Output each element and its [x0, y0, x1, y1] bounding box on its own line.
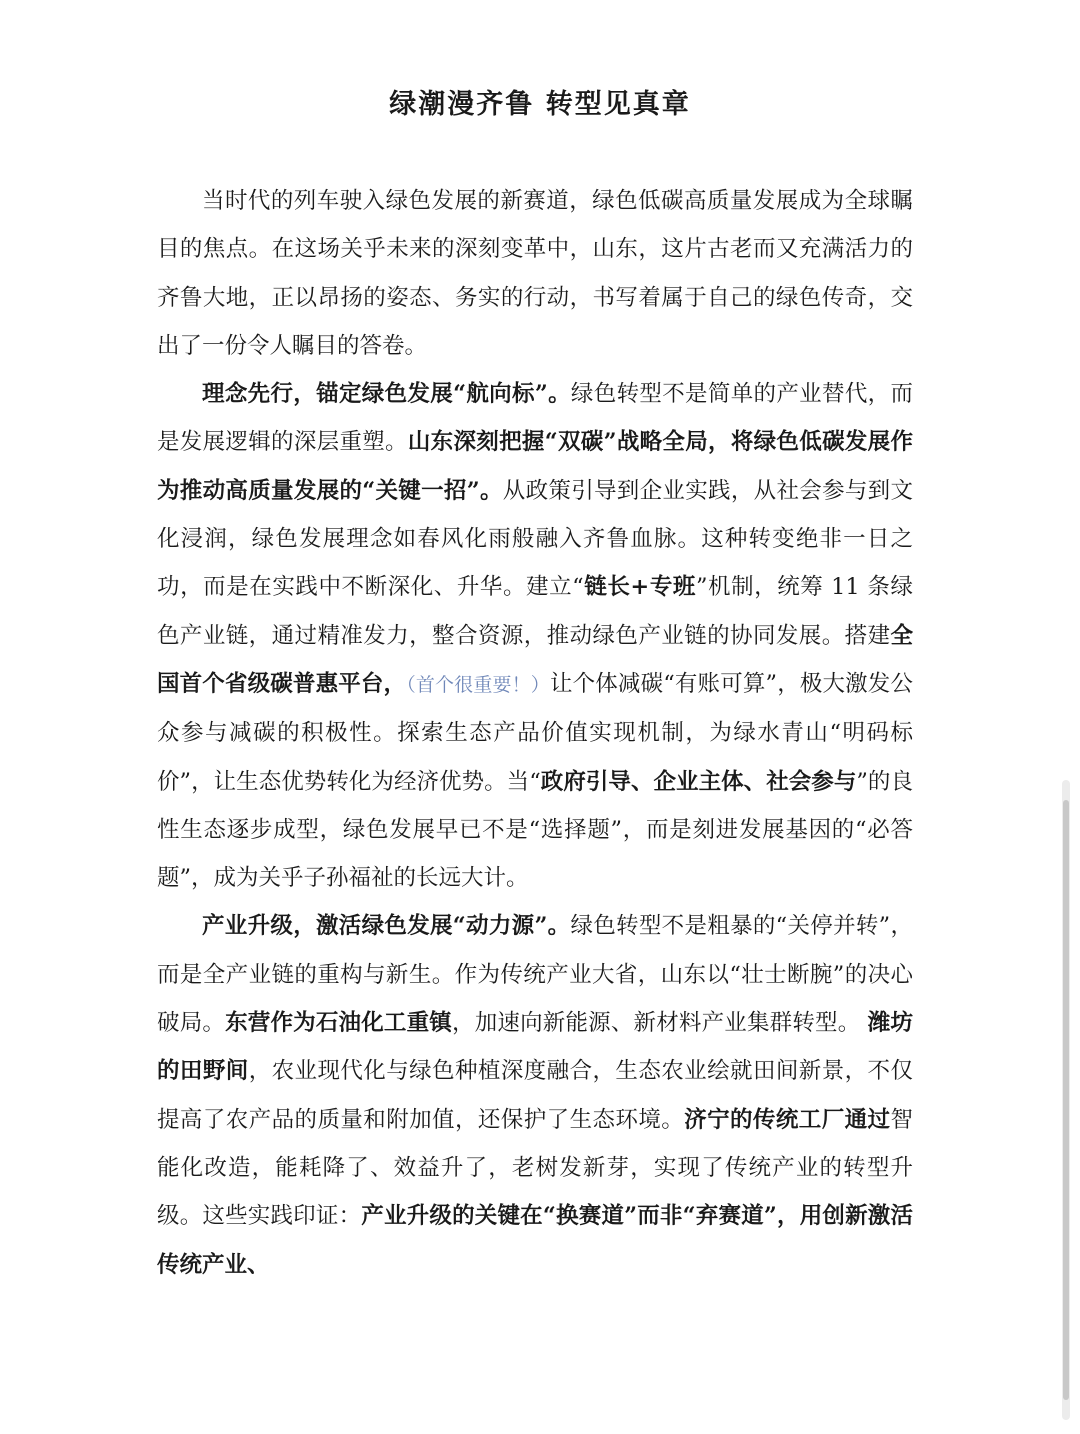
document-title: 绿潮漫齐鲁 转型见真章: [389, 89, 691, 120]
paragraph-concept: [157, 370, 913, 902]
bold-run: 政府引导、企业主体、社会参与: [540, 768, 857, 795]
annotation-note: （首个很重要！）: [406, 673, 550, 696]
scrollbar-thumb[interactable]: [1063, 800, 1069, 1400]
text-run: 智能化改造，能耗降了、效益升了，老树发新芽，实现了传统产业的转型升级。这些实践印证：: [157, 1106, 913, 1230]
text-run: 绿色转型不是粗暴的“关停并转”，而是全产业链的重构与新生。作为传统产业大省，山东以“壮士断腕”的决心破局。: [157, 913, 913, 1037]
bold-run: 产业升级的关键在“换赛道”而非“弃赛道”，用创新激活传统产业、: [157, 1203, 913, 1278]
bold-run: 链长+专班: [583, 574, 696, 601]
text-run: ”的良性生态逐步成型，绿色发展早已不是“选择题”，而是刻进发展基因的“必答题”，成为关乎子孙福祉的长远大计。: [157, 768, 913, 892]
text-run: 当时代的列车驶入绿色发展的新赛道，绿色低碳高质量发展成为全球瞩目的焦点。在这场关乎未来的深刻变革中，山东，这片古老而又充满活力的齐鲁大地，正以昂扬的姿态、务实的行动，书写着属于自己的绿色传奇，交出了一份令人瞩目的答卷。: [157, 188, 913, 359]
text-run: 绿色转型不是简单的产业替代，而是发展逻辑的深层重塑。: [157, 381, 913, 456]
text-run: ，加速向新能源、新材料产业集群转型。: [452, 1010, 868, 1037]
text-run: ，农业现代化与绿色种植深度融合，生态农业绘就田间新景，不仅提高了农产品的质量和附加值，还保护了生态环境。: [157, 1058, 913, 1133]
bold-run: 山东深刻把握“双碳”战略全局，将绿色低碳发展作为推动高质量发展的“关键一招”。: [157, 429, 913, 504]
bold-run: 全国首个省级碳普惠平台，: [157, 622, 913, 697]
bold-run: 济宁的传统工厂通过: [684, 1106, 891, 1133]
bold-heading-run: 理念先行，锚定绿色发展“航向标”。: [202, 381, 571, 408]
paragraph-industry: [157, 902, 913, 1288]
document-body: [157, 177, 913, 1289]
bold-run: 潍坊的田野间: [157, 1010, 913, 1085]
text-run: ”机制，统筹 11 条绿色产业链，通过精准发力，整合资源，推动绿色产业链的协同发展。搭建: [157, 574, 913, 649]
bold-run: 东营作为石油化工重镇: [225, 1010, 452, 1037]
bold-heading-run: 产业升级，激活绿色发展“动力源”。: [202, 913, 571, 940]
text-run: 让个体减碳“有账可算”，极大激发公众参与减碳的积极性。探索生态产品价值实现机制，为绿水青山“明码标价”，让生态优势转化为经济优势。当“: [157, 670, 913, 795]
paragraph-intro: [157, 177, 913, 370]
text-run: 从政策引导到企业实践，从社会参与到文化浸润，绿色发展理念如春风化雨般融入齐鲁血脉。这种转变绝非一日之功，而是在实践中不断深化、升华。建立“: [157, 477, 913, 601]
